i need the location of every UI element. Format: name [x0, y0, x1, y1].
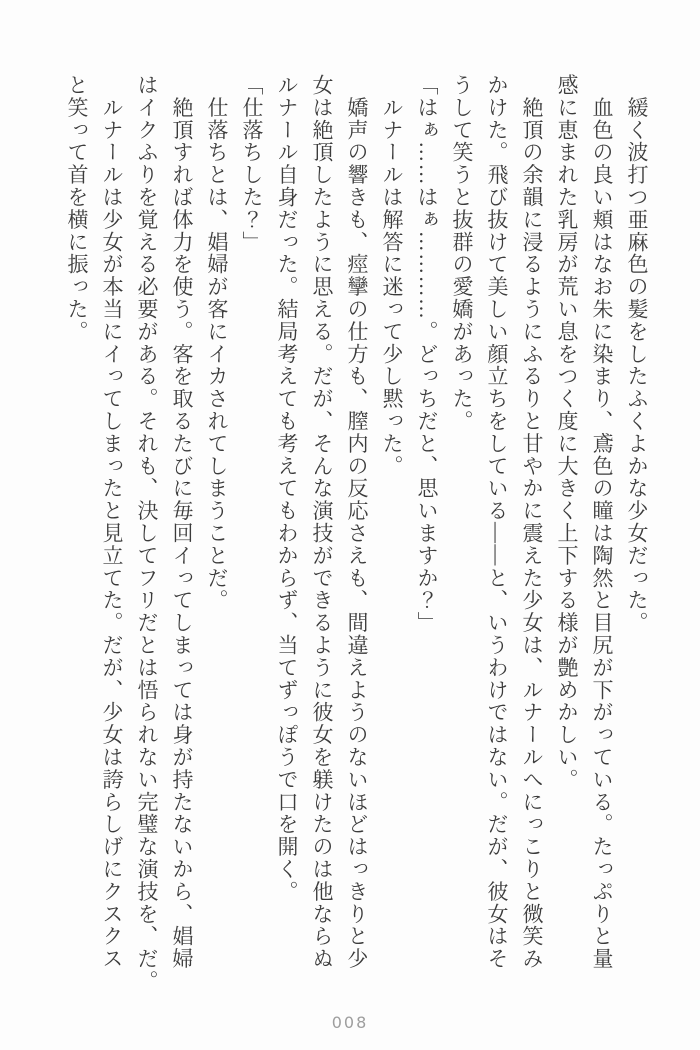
- text-column: 絶頂すれば体力を使う。客を取るたびに毎回イってしまっては身が持たないから、娼婦: [170, 74, 194, 970]
- text-column: ルナールは解答に迷って少し黙った。: [380, 74, 404, 478]
- text-column: ルナールは少女が本当にイってしまったと見立てた。だが、少女は誇らしげにクスクス: [100, 74, 124, 970]
- page-number: 008: [331, 1013, 369, 1032]
- text-column: 「はぁ……はぁ…………。どっちだと、思いますか？」: [415, 74, 439, 634]
- vertical-text-body: [59, 74, 654, 999]
- text-column: 絶頂の余韻に浸るようにふるりと甘やかに震えた少女は、ルナールへにっこりと微笑み: [520, 74, 544, 970]
- text-column: と笑って首を横に振った。: [65, 74, 89, 343]
- text-column: 感に恵まれた乳房が荒い息をつく度に大きく上下する様が艶めかしい。: [555, 74, 579, 791]
- text-column: かけた。飛び抜けて美しい顔立ちをしている――と、いうわけではない。だが、彼女はそ: [485, 74, 509, 970]
- text-column: 仕落ちとは、娼婦が客にイカされてしまうことだ。: [205, 74, 229, 612]
- text-column: 「仕落ちした？」: [240, 74, 264, 254]
- text-column: 女は絶頂したように思える。だが、そんな演技ができるように彼女を躾けたのは他ならぬ: [310, 74, 334, 970]
- text-column: 嬌声の響きも、痙攣の仕方も、膣内の反応さえも、間違えようのないほどはっきりと少: [345, 74, 369, 970]
- text-column: うして笑うと抜群の愛嬌があった。: [450, 74, 474, 433]
- text-column: はイクふりを覚える必要がある。それも、決してフリだとは悟られない完璧な演技を、だ。: [135, 74, 159, 993]
- text-column: 血色の良い頬はなお朱に染まり、鳶色の瞳は陶然と目尻が下がっている。たっぷりと量: [590, 74, 614, 970]
- text-column: 緩く波打つ亜麻色の髪をしたふくよかな少女だった。: [625, 74, 649, 634]
- text-column: ルナール自身だった。結局考えても考えてもわからず、当てずっぽうで口を開く。: [275, 74, 299, 903]
